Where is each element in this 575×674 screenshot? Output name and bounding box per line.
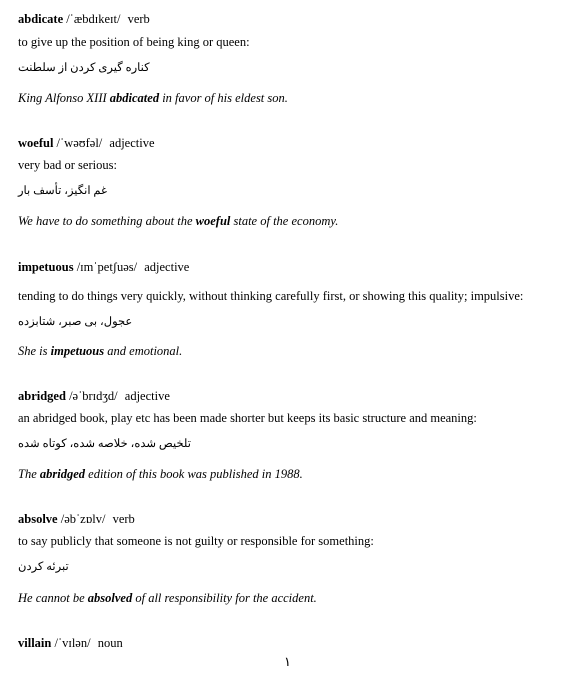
part-of-speech: adjective xyxy=(124,389,170,403)
entry-headline xyxy=(18,388,170,404)
pronunciation: /əbˈzɒlv/ xyxy=(60,512,106,526)
pronunciation: /ˈæbdɪkeɪt/ xyxy=(66,12,121,26)
persian-translation: تلخیص شده، خلاصه شده، کوتاه شده xyxy=(18,438,191,450)
pronunciation: /əˈbrɪdʒd/ xyxy=(69,389,118,403)
persian-translation-row xyxy=(18,59,150,76)
persian-translation-row xyxy=(18,182,107,199)
example-sentence xyxy=(18,466,303,482)
persian-translation: غم انگیز، تأسف بار xyxy=(18,185,108,197)
example-sentence xyxy=(18,590,317,606)
example-text: edition of this book was published in 1988. xyxy=(85,467,303,481)
example-headword: woeful xyxy=(195,214,231,228)
example-headword: abdicated xyxy=(109,91,160,105)
persian-translation: تبرئه کردن xyxy=(18,561,69,573)
persian-translation-row xyxy=(18,558,69,575)
definition: to say publicly that someone is not guilty or responsible for something: xyxy=(18,534,374,548)
headword: villain xyxy=(18,636,52,650)
example-sentence xyxy=(18,343,182,359)
persian-translation-row xyxy=(18,435,191,452)
headword: abridged xyxy=(18,389,66,403)
example-headword: absolved xyxy=(87,591,133,605)
example-text: in favor of his eldest son. xyxy=(159,91,288,105)
pronunciation: /ˈwəʊfəl/ xyxy=(56,136,103,150)
headword: abdicate xyxy=(18,12,64,26)
example-text: King Alfonso XIII xyxy=(18,91,110,105)
example-text: and emotional. xyxy=(104,344,183,358)
example-text: He cannot be xyxy=(18,591,88,605)
entry-headline xyxy=(18,635,123,651)
example-text: state of the economy. xyxy=(230,214,339,228)
definition: to give up the position of being king or queen: xyxy=(18,35,250,49)
pronunciation: /ɪmˈpetʃuəs/ xyxy=(76,260,138,274)
pronunciation: /ˈvɪlən/ xyxy=(54,636,91,650)
headword: woeful xyxy=(18,136,54,150)
part-of-speech: verb xyxy=(112,512,135,526)
part-of-speech: adjective xyxy=(144,260,190,274)
persian-translation: عجول، بی صبر، شتابزده xyxy=(18,316,133,328)
persian-translation: کناره گیری کردن از سلطنت xyxy=(18,62,150,74)
part-of-speech: noun xyxy=(97,636,123,650)
part-of-speech: adjective xyxy=(109,136,155,150)
definition: an abridged book, play etc has been made shorter but keeps its basic structure and meaning: xyxy=(18,411,477,425)
entry-headline xyxy=(18,259,189,275)
entry-headline xyxy=(18,511,135,527)
part-of-speech: verb xyxy=(127,12,150,26)
persian-translation-row xyxy=(18,313,132,330)
example-text: She is xyxy=(18,344,51,358)
example-headword: impetuous xyxy=(50,344,105,358)
headword: impetuous xyxy=(18,260,74,274)
example-text: The xyxy=(18,467,40,481)
headword: absolve xyxy=(18,512,58,526)
example-sentence xyxy=(18,90,288,106)
definition: very bad or serious: xyxy=(18,158,117,172)
example-text: We have to do something about the xyxy=(18,214,196,228)
entry-headline xyxy=(18,11,150,27)
definition: tending to do things very quickly, without thinking carefully first, or showing this quality; impulsive: xyxy=(18,289,524,303)
entry-headline xyxy=(18,135,155,151)
example-text: of all responsibility for the accident. xyxy=(132,591,317,605)
example-sentence xyxy=(18,213,338,229)
page-number: ۱ xyxy=(284,654,291,669)
example-headword: abridged xyxy=(39,467,86,481)
